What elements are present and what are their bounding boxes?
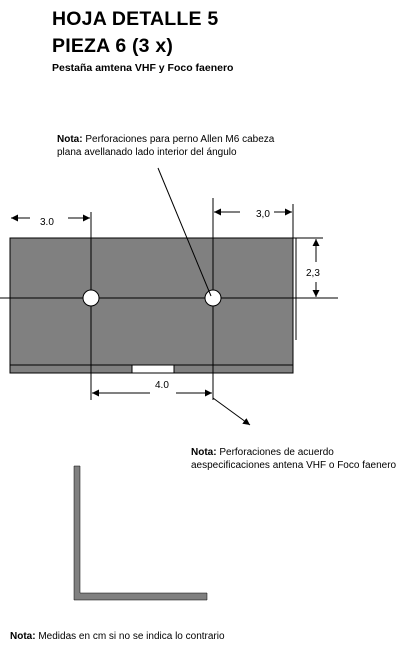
note-label: Nota:: [191, 447, 217, 458]
note-label: Nota:: [10, 631, 36, 642]
dim-height-label: 2,3: [306, 268, 320, 279]
piece-title: PIEZA 6 (3 x): [52, 35, 174, 57]
drawing-title: HOJA DETALLE 5: [52, 8, 219, 30]
note-perforations-antenna: [191, 446, 406, 472]
note-text: Medidas en cm si no se indica lo contrario: [35, 631, 225, 642]
note-text: Perforaciones para perno Allen M6 cabeza plana avellanado lado interior del ángulo: [57, 134, 275, 158]
right-hole: [205, 290, 221, 306]
dim-left-label: 3.0: [40, 217, 54, 228]
piece-subtitle: Pestaña amtena VHF y Foco faenero: [52, 62, 234, 74]
note-perforations-allen: [57, 133, 287, 159]
left-hole: [83, 290, 99, 306]
dim-bottom-label: 4.0: [155, 380, 169, 391]
note-units: [10, 630, 410, 643]
angle-profile: [74, 466, 207, 600]
note2-leader: [213, 398, 250, 425]
note-text: Perforaciones de acuerdo aespecificaciones antena VHF o Foco faenero: [191, 447, 397, 471]
plate: [10, 238, 293, 365]
dim-right-label: 3,0: [256, 209, 270, 220]
flange-gap: [132, 365, 174, 373]
note-label: Nota:: [57, 134, 83, 145]
